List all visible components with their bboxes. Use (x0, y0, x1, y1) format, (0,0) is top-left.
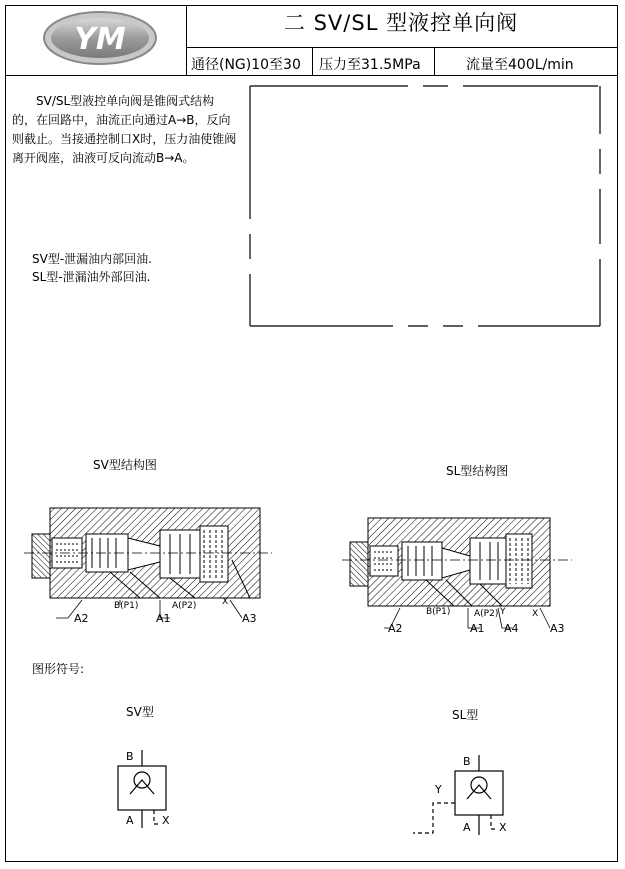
sv-symbol-port-x: X (162, 814, 170, 827)
header-rule (186, 47, 618, 48)
sl-label-b-p1: B(P1) (426, 607, 451, 617)
sv-structure-drawing (20, 500, 280, 634)
page-title: 二 SV/SL 型液控单向阀 (283, 11, 519, 35)
sv-structure-caption: SV型结构图 (93, 458, 157, 472)
sl-symbol-port-x: X (499, 821, 507, 834)
sv-symbol-port-b: B (126, 750, 134, 763)
sv-label-b-p1: B(P1) (114, 601, 139, 611)
sl-label-a2: A2 (388, 622, 403, 635)
sl-symbol-port-b: B (463, 755, 471, 768)
sv-label-a3: A3 (242, 612, 257, 625)
sl-symbol-caption: SL型 (452, 708, 479, 722)
note-sl: SL型-泄漏油外部回油. (32, 270, 151, 284)
header-bottom-rule (5, 75, 618, 76)
company-logo (40, 9, 160, 67)
spec-divider-1 (312, 47, 313, 75)
pressure-spec: 压力至31.5MPa (319, 57, 421, 73)
sl-label-a4: A4 (504, 622, 519, 635)
sl-symbol-port-y: Y (435, 783, 442, 796)
image-placeholder-box (248, 84, 604, 334)
sl-label-x: X (532, 609, 539, 619)
sl-structure-drawing (340, 510, 580, 644)
sl-label-a1: A1 (470, 622, 485, 635)
sv-label-a2: A2 (74, 612, 89, 625)
description (12, 92, 237, 168)
sl-label-y: Y (500, 607, 506, 617)
description-text: SV/SL型液控单向阀是锥阀式结构的，在回路中，油流正向通过A→B，反向则截止。当接通控制口X时，压力油使锥阀离开阀座，油液可反向流动B→A。 (12, 94, 237, 165)
sl-symbol-port-a: A (463, 821, 471, 834)
sv-label-a-p2: A(P2) (172, 601, 197, 611)
logo-text: YM (74, 22, 126, 57)
sv-label-x: X (222, 597, 229, 607)
size-spec: 通径(NG)10至30 (191, 57, 301, 73)
sl-label-a-p2: A(P2) (474, 609, 499, 619)
sv-symbol-caption: SV型 (126, 705, 154, 719)
flow-spec: 流量至400L/min (466, 57, 574, 73)
sv-symbol-port-a: A (126, 814, 134, 827)
symbols-heading: 图形符号: (32, 662, 85, 676)
sv-symbol (100, 740, 200, 839)
note-sv: SV型-泄漏油内部回油. (32, 252, 152, 266)
sl-structure-caption: SL型结构图 (446, 464, 509, 478)
sl-symbol (405, 745, 535, 849)
sv-label-a1: A1 (156, 612, 171, 625)
sl-label-a3: A3 (550, 622, 565, 635)
spec-divider-2 (434, 47, 435, 75)
